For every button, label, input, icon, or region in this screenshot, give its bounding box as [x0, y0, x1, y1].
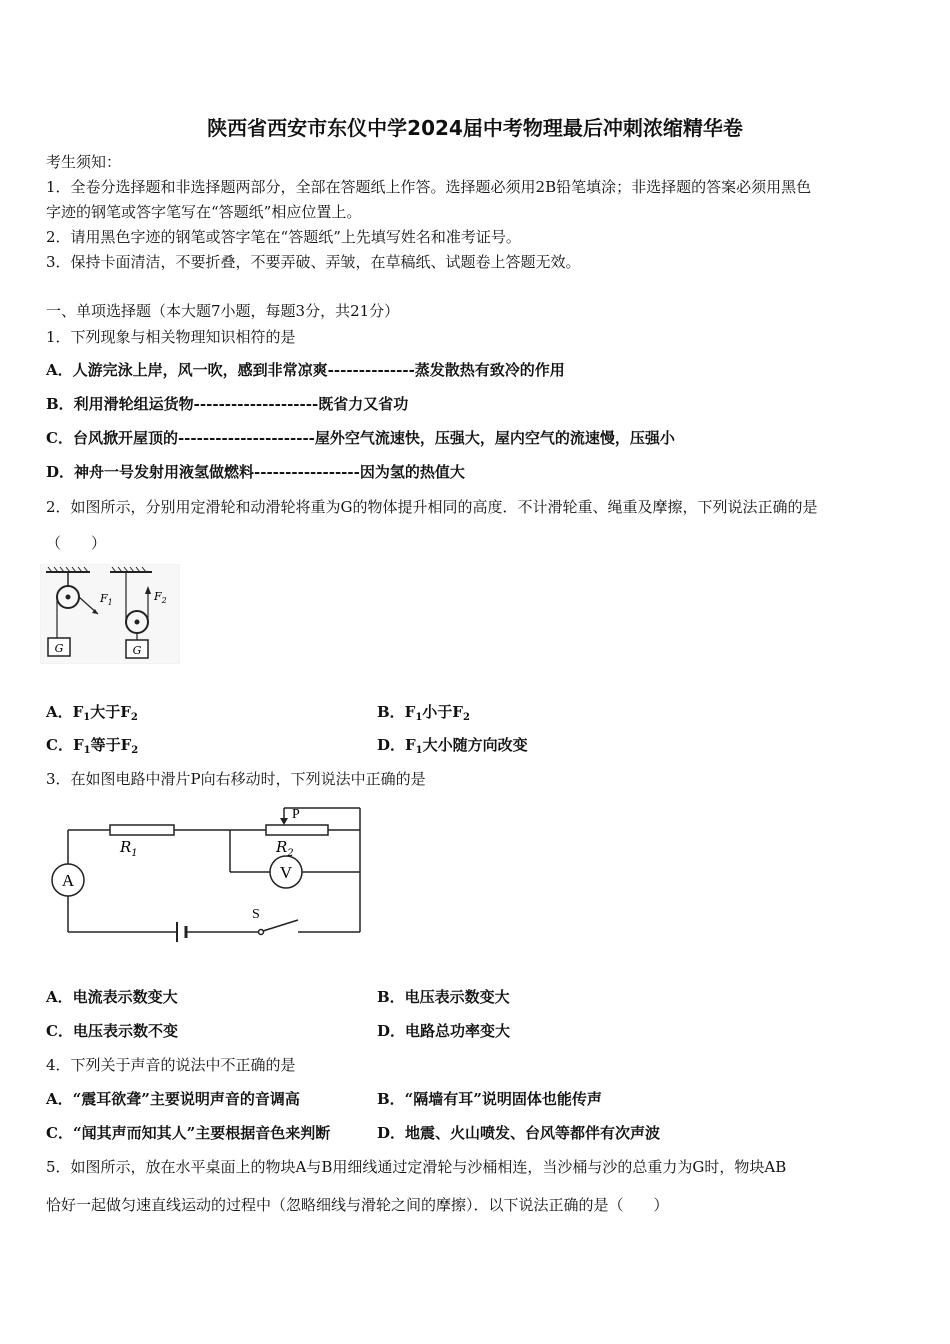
q2-paren: （ ） — [46, 534, 107, 552]
notice-item-2: 2．请用黑色字迹的钢笔或答字笔在“答题纸”上先填写姓名和准考证号。 — [46, 228, 521, 246]
q2-option-a: A．$F_1$大于$F_2$ — [46, 703, 138, 723]
notice-item-1-cont: 字迹的钢笔或答字笔写在“答题纸”相应位置上。 — [46, 203, 362, 221]
q3-stem: 3．在如图电路中滑片P向右移动时，下列说法中正确的是 — [46, 770, 426, 788]
q5-stem-line2: 恰好一起做匀速直线运动的过程中（忽略细线与滑轮之间的摩擦）．以下说法正确的是（ ） — [46, 1196, 669, 1214]
q2-option-d: D．$F_1$大小随方向改变 — [377, 736, 528, 756]
page-title: 陕西省西安市东仪中学2024届中考物理最后冲刺浓缩精华卷 — [207, 116, 743, 140]
q4-stem: 4．下列关于声音的说法中不正确的是 — [46, 1056, 296, 1074]
q2-option-b: B．$F_1$小于$F_2$ — [377, 703, 470, 723]
q3-option-d: D．电路总功率变大 — [377, 1022, 511, 1040]
g-label-right: G — [132, 644, 142, 657]
f2-label: $F_2$ — [154, 590, 167, 605]
q3-option-a: A．电流表示数变大 — [46, 988, 178, 1006]
q1-option-c: C．台风掀开屋顶的----------------------屋外空气流速快，压强大，屋内空气的流速慢，压强小 — [46, 429, 675, 447]
q4-option-a: A．“震耳欲聋”主要说明声音的音调高 — [46, 1090, 300, 1108]
section-heading: 一、单项选择题（本大题7小题，每题3分，共21分） — [46, 302, 400, 320]
notice-heading: 考生须知： — [46, 153, 122, 171]
q1-option-d: D．神舟一号发射用液氢做燃料-----------------因为氢的热值大 — [46, 463, 465, 481]
q3-option-c: C．电压表示数不变 — [46, 1022, 178, 1040]
q1-stem: 1．下列现象与相关物理知识相符的是 — [46, 328, 296, 346]
q5-stem-line1: 5．如图所示，放在水平桌面上的物块A与B用细线通过定滑轮与沙桶相连，当沙桶与沙的总重力为G时，物块AB — [46, 1158, 787, 1176]
slider-p-label: P — [292, 807, 300, 822]
q4-option-b: B．“隔墙有耳”说明固体也能传声 — [377, 1090, 602, 1108]
voltmeter-label: V — [279, 863, 293, 882]
q3-option-b: B．电压表示数变大 — [377, 988, 510, 1006]
g-label-left: G — [54, 642, 64, 655]
r2-label: $R_2$ — [276, 838, 294, 859]
r1-label: $R_1$ — [120, 838, 138, 859]
q4-option-d: D．地震、火山喷发、台风等都伴有次声波 — [377, 1124, 661, 1142]
notice-item-3: 3．保持卡面清洁，不要折叠，不要弄破、弄皱，在草稿纸、试题卷上答题无效。 — [46, 253, 581, 271]
q2-option-c: C．$F_1$等于$F_2$ — [46, 736, 139, 756]
q1-option-b: B．利用滑轮组运货物--------------------既省力又省功 — [46, 395, 409, 413]
q2-stem: 2．如图所示，分别用定滑轮和动滑轮将重为G的物体提升相同的高度．不计滑轮重、绳重及摩擦，下列说法正确的是 — [46, 498, 818, 516]
ammeter-label: A — [61, 871, 75, 890]
q4-option-c: C．“闻其声而知其人”主要根据音色来判断 — [46, 1124, 331, 1142]
switch-label: S — [252, 907, 260, 922]
q1-option-a: A．人游完泳上岸，风一吹，感到非常凉爽--------------蒸发散热有致冷的作用 — [46, 361, 565, 379]
circuit-figure — [40, 800, 370, 950]
f1-label: $F_1$ — [100, 592, 113, 607]
pulley-figure — [40, 564, 180, 664]
notice-item-1: 1．全卷分选择题和非选择题两部分，全部在答题纸上作答。选择题必须用2B铅笔填涂；非选择题的答案必须用黑色 — [46, 178, 812, 196]
